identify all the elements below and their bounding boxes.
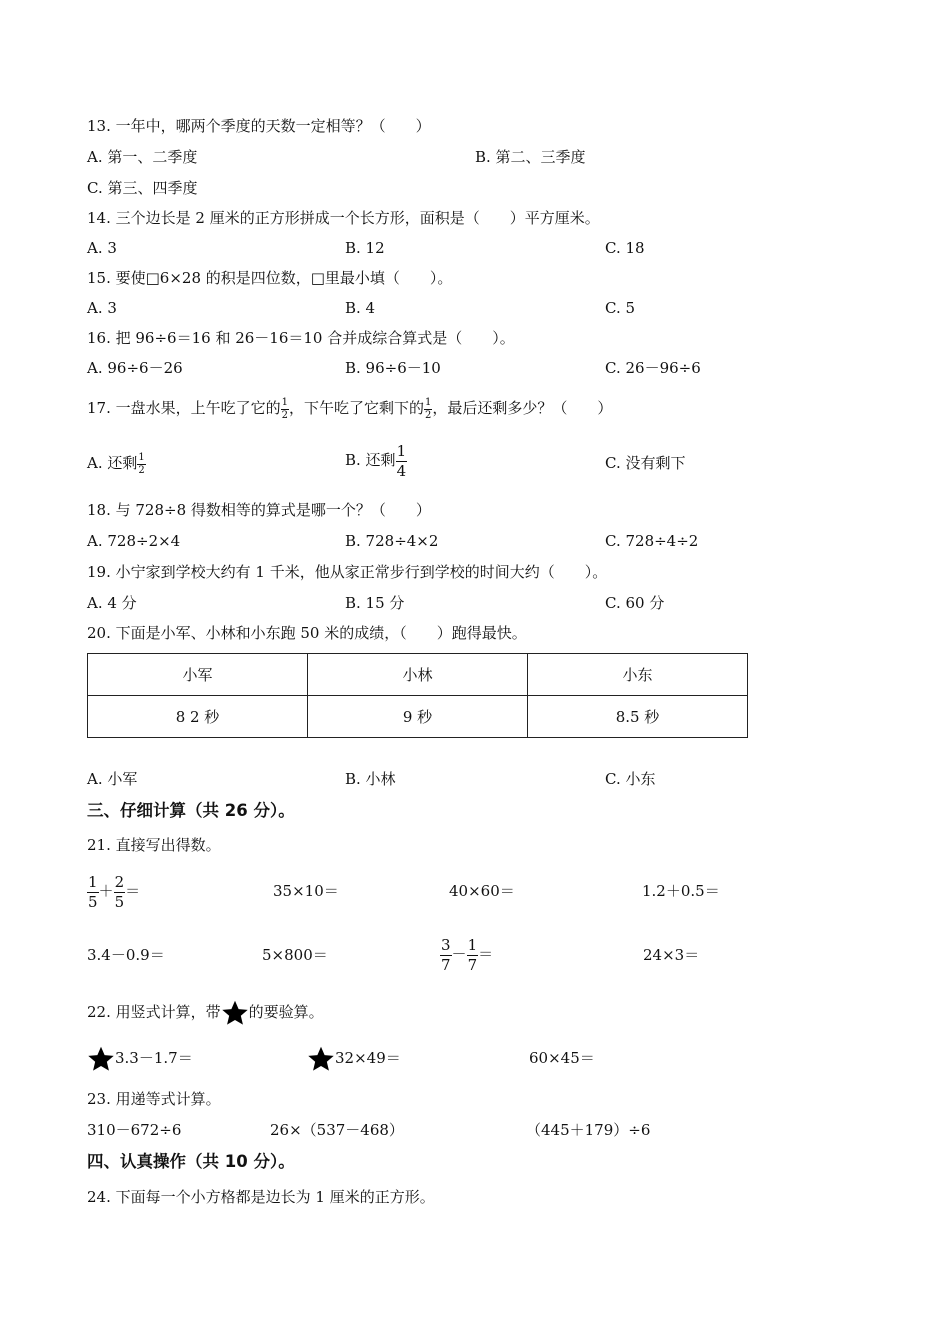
- q23-stem: 23. 用递等式计算。: [87, 1090, 221, 1108]
- q21-expr-7: [440, 929, 493, 979]
- q15-stem: 15. 要使□6×28 的积是四位数，□里最小填（ ）。: [87, 269, 453, 287]
- minus-sign: －: [451, 945, 467, 963]
- q13-stem: 13. 一年中，哪两个季度的天数一定相等？（ ）: [87, 117, 431, 135]
- q17-stem-part2: ，下午吃了它剩下的: [289, 399, 425, 417]
- q14-stem: 14. 三个边长是 2 厘米的正方形拼成一个长方形，面积是（ ）平方厘米。: [87, 209, 600, 227]
- star-icon: [87, 1045, 115, 1073]
- q20-option-b[interactable]: B. 小林: [345, 770, 396, 788]
- table-cell: 8.5 秒: [528, 696, 748, 738]
- q21-expr-1-fraction-b: [114, 872, 126, 911]
- q21-expr-1: [87, 866, 140, 916]
- numerator: 2: [114, 872, 125, 891]
- table-header-row: [88, 654, 748, 696]
- q23-expr-3: （445＋179）÷6: [526, 1121, 651, 1139]
- q20-option-c[interactable]: C. 小东: [605, 770, 656, 788]
- denominator: 7: [441, 955, 451, 974]
- q17-fraction-1: [281, 398, 289, 421]
- plus-sign: ＋: [98, 882, 114, 900]
- q21-expr-4: 1.2＋0.5＝: [642, 882, 720, 900]
- q22-expr-1-text: 3.3－1.7＝: [115, 1049, 193, 1067]
- q16-option-c[interactable]: C. 26－96÷6: [605, 359, 701, 377]
- q17-option-b-denominator: 4: [396, 461, 407, 480]
- q15-option-c[interactable]: C. 5: [605, 299, 636, 317]
- q22-stem-part1: 22. 用竖式计算，带: [87, 1003, 221, 1021]
- q22-expr-2: [307, 1043, 401, 1073]
- q17-option-a-fraction: [137, 453, 145, 476]
- q21-expr-7-fraction-b: [467, 935, 479, 974]
- q17-fraction-2-numerator: 1: [425, 396, 432, 408]
- section-3-heading: 三、仔细计算（共 26 分）。: [87, 801, 295, 820]
- q18-option-b[interactable]: B. 728÷4×2: [345, 532, 439, 550]
- q17-option-a-label: A. 还剩: [87, 454, 138, 472]
- q17-stem-part3: ，最后还剩多少？（ ）: [432, 399, 613, 417]
- q17-option-a[interactable]: [87, 448, 146, 478]
- q17-stem: [87, 393, 612, 423]
- q23-expr-2: 26×（537－468）: [270, 1121, 404, 1139]
- q19-stem: 19. 小宁家到学校大约有 1 千米，他从家正常步行到学校的时间大约（ ）。: [87, 563, 608, 581]
- q19-option-b[interactable]: B. 15 分: [345, 594, 405, 612]
- section-4-heading: 四、认真操作（共 10 分）。: [87, 1152, 295, 1171]
- denominator: 5: [114, 892, 125, 911]
- q16-stem: 16. 把 96÷6＝16 和 26－16＝10 合并成综合算式是（ ）。: [87, 329, 515, 347]
- q20-stem: 20. 下面是小军、小林和小东跑 50 米的成绩，（ ）跑得最快。: [87, 624, 527, 642]
- star-icon: [307, 1045, 335, 1073]
- q17-stem-part1: 17. 一盘水果，上午吃了它的: [87, 399, 281, 417]
- q13-option-a[interactable]: A. 第一、二季度: [87, 148, 198, 166]
- q15-option-b[interactable]: B. 4: [345, 299, 376, 317]
- q13-option-c[interactable]: C. 第三、四季度: [87, 179, 198, 197]
- q19-option-c[interactable]: C. 60 分: [605, 594, 665, 612]
- q21-expr-8: 24×3＝: [643, 946, 700, 964]
- q17-option-b-fraction: [396, 441, 408, 480]
- q21-expr-6: 5×800＝: [262, 946, 328, 964]
- q17-option-a-numerator: 1: [138, 451, 145, 463]
- q21-expr-2: 35×10＝: [273, 882, 339, 900]
- numerator: 1: [88, 872, 98, 891]
- q22-stem: [87, 997, 324, 1027]
- numerator: 1: [467, 935, 478, 954]
- numerator: 3: [441, 935, 451, 954]
- q17-option-b[interactable]: [345, 440, 407, 480]
- q21-expr-1-fraction-a: [87, 872, 99, 911]
- star-icon: [221, 999, 249, 1027]
- q16-option-b[interactable]: B. 96÷6－10: [345, 359, 441, 377]
- equals-sign: ＝: [125, 882, 141, 900]
- table-row: [88, 696, 748, 738]
- q18-option-c[interactable]: C. 728÷4÷2: [605, 532, 699, 550]
- q22-stem-part2: 的要验算。: [248, 1003, 324, 1021]
- table-cell: 9 秒: [308, 696, 528, 738]
- q22-expr-2-text: 32×49＝: [335, 1049, 401, 1067]
- q13-option-b[interactable]: B. 第二、三季度: [475, 148, 586, 166]
- q14-option-c[interactable]: C. 18: [605, 239, 645, 257]
- q21-stem: 21. 直接写出得数。: [87, 836, 221, 854]
- q14-option-a[interactable]: A. 3: [87, 239, 117, 257]
- q16-option-a[interactable]: A. 96÷6－26: [87, 359, 183, 377]
- q14-option-b[interactable]: B. 12: [345, 239, 385, 257]
- table-header-cell: 小军: [88, 654, 308, 696]
- q21-expr-7-fraction-a: [440, 935, 452, 974]
- q17-fraction-2-denominator: 2: [425, 409, 432, 421]
- q17-fraction-1-denominator: 2: [281, 409, 288, 421]
- q21-expr-5: 3.4－0.9＝: [87, 946, 165, 964]
- q17-option-a-denominator: 2: [138, 464, 145, 476]
- denominator: 5: [88, 892, 98, 911]
- q17-fraction-1-numerator: 1: [281, 396, 288, 408]
- q17-option-b-numerator: 1: [396, 441, 407, 460]
- table-cell: 8 2 秒: [88, 696, 308, 738]
- table-header-cell: 小东: [528, 654, 748, 696]
- q17-option-b-label: B. 还剩: [345, 451, 396, 469]
- q17-option-c[interactable]: C. 没有剩下: [605, 454, 686, 472]
- q24-stem: 24. 下面每一个小方格都是边长为 1 厘米的正方形。: [87, 1188, 435, 1206]
- q22-expr-3: 60×45＝: [529, 1049, 595, 1067]
- q19-option-a[interactable]: A. 4 分: [87, 594, 137, 612]
- table-header-cell: 小林: [308, 654, 528, 696]
- q22-expr-1: [87, 1043, 193, 1073]
- q18-option-a[interactable]: A. 728÷2×4: [87, 532, 181, 550]
- q23-expr-1: 310－672÷6: [87, 1121, 182, 1139]
- q21-expr-3: 40×60＝: [449, 882, 515, 900]
- q18-stem: 18. 与 728÷8 得数相等的算式是哪一个？（ ）: [87, 501, 431, 519]
- denominator: 7: [467, 955, 478, 974]
- q20-option-a[interactable]: A. 小军: [87, 770, 138, 788]
- q20-score-table: [87, 653, 748, 738]
- equals-sign: ＝: [478, 945, 494, 963]
- q15-option-a[interactable]: A. 3: [87, 299, 117, 317]
